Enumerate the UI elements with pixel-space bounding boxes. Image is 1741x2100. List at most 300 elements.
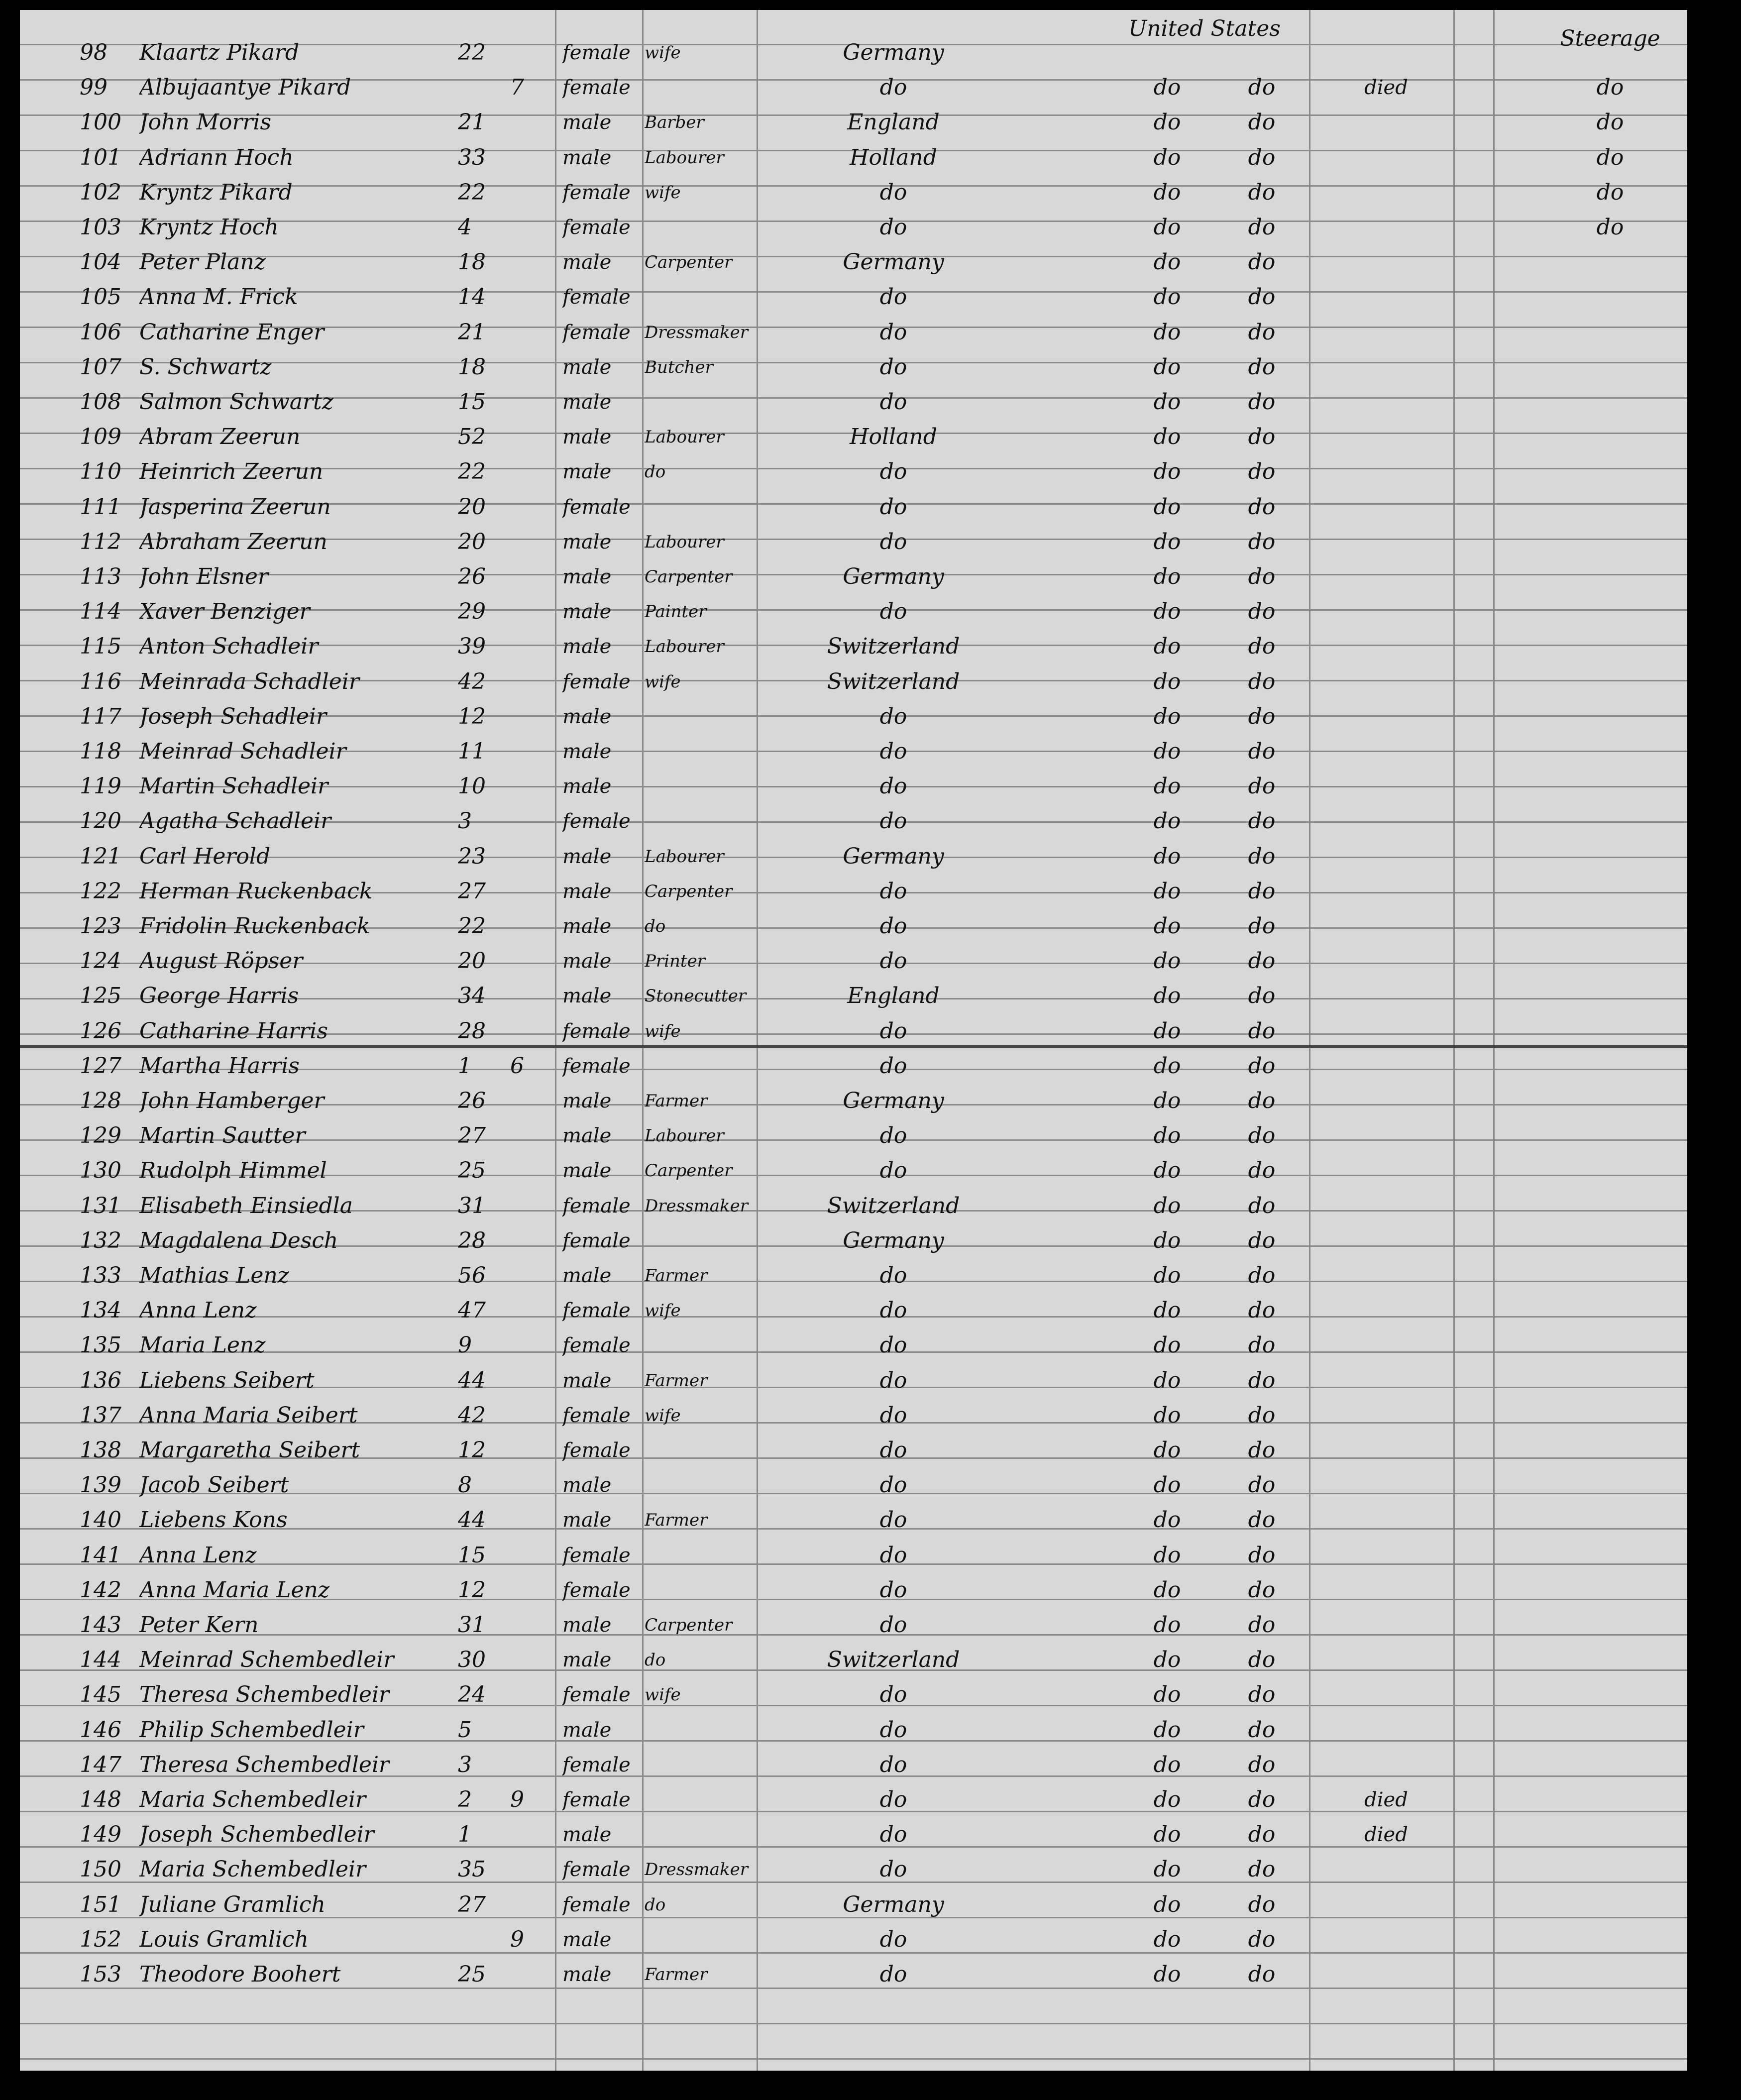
- country-of-origin: do: [879, 913, 907, 939]
- occupation: Stonecutter: [645, 986, 747, 1006]
- occupation: wife: [645, 1685, 681, 1705]
- destination-ditto: do: [1248, 599, 1276, 625]
- destination-ditto: do: [1248, 144, 1276, 170]
- country-of-origin: do: [879, 1053, 907, 1079]
- passenger-name: Juliane Gramlich: [139, 1891, 326, 1917]
- passenger-name: Louis Gramlich: [139, 1926, 309, 1952]
- country-of-origin: do: [879, 284, 907, 310]
- age-years: 31: [458, 1612, 486, 1638]
- entry-number: 102: [80, 179, 121, 205]
- destination-ditto: do: [1248, 983, 1276, 1009]
- sex: female: [562, 1439, 631, 1462]
- sex: male: [562, 1963, 612, 1986]
- table-row: [20, 349, 1687, 384]
- country-of-origin: do: [879, 1787, 907, 1812]
- age-years: 26: [458, 1088, 486, 1113]
- sex: female: [562, 41, 631, 64]
- country-of-origin: do: [879, 1542, 907, 1568]
- destination-ditto: do: [1153, 389, 1181, 415]
- age-years: 22: [458, 913, 486, 939]
- table-row: [20, 1223, 1687, 1258]
- occupation: Farmer: [645, 1965, 708, 1985]
- passenger-name: George Harris: [139, 983, 299, 1009]
- destination-ditto: do: [1153, 668, 1181, 694]
- destination-ditto: do: [1153, 1158, 1181, 1184]
- passenger-name: Anton Schadleir: [139, 634, 319, 660]
- destination-ditto: do: [1248, 1088, 1276, 1113]
- age-years: 56: [458, 1263, 486, 1288]
- destination-ditto: do: [1248, 774, 1276, 799]
- entry-number: 141: [80, 1542, 121, 1568]
- table-row: [20, 1293, 1687, 1327]
- destination-ditto: do: [1248, 1193, 1276, 1218]
- passenger-name: John Elsner: [139, 564, 268, 589]
- age-years: 44: [458, 1367, 486, 1393]
- sex: female: [562, 321, 631, 344]
- destination-ditto: do: [1153, 459, 1181, 485]
- passenger-name: Jasperina Zeerun: [139, 494, 331, 520]
- destination-ditto: do: [1153, 1053, 1181, 1079]
- destination-ditto: do: [1153, 144, 1181, 170]
- table-row: [20, 1048, 1687, 1083]
- table-row: [20, 315, 1687, 349]
- destination-ditto: do: [1153, 110, 1181, 135]
- entry-number: 152: [80, 1926, 121, 1952]
- table-row: [20, 734, 1687, 769]
- entry-number: 148: [80, 1787, 121, 1812]
- passenger-name: Abraham Zeerun: [139, 529, 327, 554]
- table-row: [20, 105, 1687, 139]
- passenger-name: Liebens Kons: [139, 1507, 288, 1533]
- passenger-name: Rudolph Himmel: [139, 1158, 327, 1184]
- age-years: 23: [458, 843, 486, 869]
- destination-ditto: do: [1248, 1402, 1276, 1428]
- destination-ditto: do: [1153, 1752, 1181, 1777]
- table-row: [20, 1712, 1687, 1747]
- sex: male: [562, 1823, 612, 1847]
- destination-ditto: do: [1248, 1298, 1276, 1324]
- entry-number: 140: [80, 1507, 121, 1533]
- destination-ditto: do: [1153, 249, 1181, 275]
- sex: male: [562, 1124, 612, 1148]
- passenger-name: Theodore Boohert: [139, 1962, 341, 1987]
- age-years: 22: [458, 459, 486, 485]
- age-months: 7: [510, 75, 524, 101]
- age-years: 42: [458, 668, 486, 694]
- destination-ditto: do: [1248, 319, 1276, 345]
- age-years: 22: [458, 40, 486, 65]
- age-years: 18: [458, 249, 486, 275]
- destination-ditto: do: [1153, 1227, 1181, 1253]
- sex: male: [562, 1159, 612, 1183]
- entry-number: 138: [80, 1437, 121, 1463]
- country-of-origin: do: [879, 389, 907, 415]
- age-years: 47: [458, 1298, 486, 1324]
- entry-number: 142: [80, 1577, 121, 1603]
- country-of-origin: Germany: [843, 249, 944, 275]
- destination-ditto: do: [1153, 1263, 1181, 1288]
- occupation: wife: [645, 1405, 681, 1426]
- country-of-origin: do: [879, 215, 907, 240]
- destination-ditto: do: [1153, 1577, 1181, 1603]
- country-of-origin: do: [879, 1717, 907, 1743]
- passenger-class: do: [1596, 179, 1624, 205]
- destination-ditto: do: [1248, 1332, 1276, 1358]
- table-row: [20, 70, 1687, 105]
- passenger-name: Magdalena Desch: [139, 1227, 338, 1253]
- destination-ditto: do: [1153, 284, 1181, 310]
- country-of-origin: Germany: [843, 1891, 944, 1917]
- occupation: wife: [645, 1021, 681, 1041]
- destination-ditto: do: [1248, 1437, 1276, 1463]
- sex: female: [562, 1893, 631, 1916]
- sex: male: [562, 880, 612, 903]
- passenger-name: Anna Maria Seibert: [139, 1402, 358, 1428]
- passenger-name: Meinrad Schadleir: [139, 739, 346, 764]
- sex: female: [562, 1578, 631, 1602]
- remark: died: [1364, 1788, 1408, 1811]
- destination-ditto: do: [1248, 1367, 1276, 1393]
- table-row: [20, 699, 1687, 734]
- age-years: 34: [458, 983, 486, 1009]
- passenger-name: Abram Zeerun: [139, 424, 301, 450]
- table-row: [20, 35, 1687, 70]
- age-years: 33: [458, 144, 486, 170]
- passenger-class: do: [1596, 144, 1624, 170]
- destination-ditto: do: [1153, 1717, 1181, 1743]
- sex: male: [562, 1649, 612, 1672]
- table-row: [20, 1817, 1687, 1852]
- destination-ditto: do: [1248, 1577, 1276, 1603]
- occupation: Labourer: [645, 532, 724, 552]
- destination-ditto: do: [1248, 1787, 1276, 1812]
- destination-ditto: do: [1153, 739, 1181, 764]
- entry-number: 134: [80, 1298, 121, 1324]
- age-years: 12: [458, 1577, 486, 1603]
- sex: male: [562, 985, 612, 1008]
- entry-number: 122: [80, 878, 121, 904]
- destination-ditto: do: [1153, 529, 1181, 554]
- country-of-origin: do: [879, 1752, 907, 1777]
- country-of-origin: do: [879, 1123, 907, 1149]
- passenger-name: Xaver Benziger: [139, 599, 310, 625]
- destination-ditto: do: [1248, 529, 1276, 554]
- table-row: [20, 664, 1687, 699]
- sex: female: [562, 1858, 631, 1881]
- table-row: [20, 1433, 1687, 1467]
- occupation: do: [645, 916, 666, 936]
- country-of-origin: do: [879, 1507, 907, 1533]
- entry-number: 143: [80, 1612, 121, 1638]
- entry-number: 119: [80, 774, 121, 799]
- passenger-name: Anna Lenz: [139, 1298, 257, 1324]
- entry-number: 139: [80, 1472, 121, 1498]
- destination-ditto: do: [1248, 1891, 1276, 1917]
- sex: male: [562, 391, 612, 414]
- sex: female: [562, 1788, 631, 1811]
- remark: died: [1364, 1823, 1408, 1847]
- country-of-origin: do: [879, 1263, 907, 1288]
- passenger-name: Peter Kern: [139, 1612, 259, 1638]
- age-years: 27: [458, 1123, 486, 1149]
- sex: male: [562, 1474, 612, 1497]
- age-years: 5: [458, 1717, 472, 1743]
- age-years: 52: [458, 424, 486, 450]
- destination-ditto: do: [1153, 1367, 1181, 1393]
- passenger-name: Kryntz Hoch: [139, 215, 279, 240]
- destination-ditto: do: [1248, 1227, 1276, 1253]
- entry-number: 145: [80, 1682, 121, 1708]
- sex: male: [562, 426, 612, 449]
- sex: female: [562, 76, 631, 100]
- table-row: [20, 1782, 1687, 1817]
- entry-number: 98: [80, 40, 108, 65]
- passenger-name: Albujaantye Pikard: [139, 75, 351, 101]
- entry-number: 121: [80, 843, 121, 869]
- age-years: 26: [458, 564, 486, 589]
- sex: female: [562, 1054, 631, 1078]
- table-row: [20, 384, 1687, 419]
- entry-number: 133: [80, 1263, 121, 1288]
- table-row: [20, 803, 1687, 838]
- destination-ditto: do: [1248, 1926, 1276, 1952]
- table-row: [20, 210, 1687, 244]
- destination-ditto: do: [1153, 494, 1181, 520]
- passenger-name: Maria Schembedleir: [139, 1857, 366, 1882]
- destination-ditto: do: [1153, 913, 1181, 939]
- country-of-origin: do: [879, 354, 907, 380]
- occupation: Carpenter: [645, 567, 733, 587]
- country-of-origin: do: [879, 1682, 907, 1708]
- country-of-origin: Switzerland: [827, 668, 960, 694]
- sex: female: [562, 1683, 631, 1707]
- country-of-origin: do: [879, 1857, 907, 1882]
- destination-ditto: do: [1153, 1926, 1181, 1952]
- destination-ditto: do: [1248, 215, 1276, 240]
- destination-ditto: do: [1153, 703, 1181, 729]
- entry-number: 114: [80, 599, 121, 625]
- class-header: Steerage: [1560, 26, 1660, 51]
- manifest-page: [20, 10, 1687, 2071]
- table-row: [20, 454, 1687, 489]
- country-of-origin: do: [879, 1822, 907, 1848]
- age-years: 28: [458, 1227, 486, 1253]
- destination-ditto: do: [1153, 634, 1181, 660]
- age-years: 3: [458, 1752, 472, 1777]
- country-of-origin: Germany: [843, 1227, 944, 1253]
- destination-ditto: do: [1248, 249, 1276, 275]
- entry-number: 131: [80, 1193, 121, 1218]
- age-years: 9: [458, 1332, 472, 1358]
- table-row: [20, 1852, 1687, 1886]
- table-row: [20, 1887, 1687, 1922]
- destination-ditto: do: [1153, 774, 1181, 799]
- entry-number: 103: [80, 215, 121, 240]
- age-years: 31: [458, 1193, 486, 1218]
- occupation: Carpenter: [645, 1161, 733, 1181]
- table-row: [20, 279, 1687, 314]
- age-years: 2: [458, 1787, 472, 1812]
- destination-ditto: do: [1248, 1263, 1276, 1288]
- destination-ditto: do: [1248, 843, 1276, 869]
- age-years: 42: [458, 1402, 486, 1428]
- destination-ditto: do: [1248, 703, 1276, 729]
- passenger-name: Jacob Seibert: [139, 1472, 289, 1498]
- passenger-class: do: [1596, 110, 1624, 135]
- table-row: [20, 1572, 1687, 1607]
- age-years: 39: [458, 634, 486, 660]
- sex: male: [562, 355, 612, 379]
- country-of-origin: do: [879, 179, 907, 205]
- passenger-name: John Hamberger: [139, 1088, 325, 1113]
- country-of-origin: do: [879, 459, 907, 485]
- occupation: do: [645, 1650, 666, 1670]
- sex: male: [562, 111, 612, 134]
- passenger-name: John Morris: [139, 110, 272, 135]
- country-of-origin: do: [879, 1437, 907, 1463]
- sex: female: [562, 495, 631, 519]
- destination-ditto: do: [1153, 1822, 1181, 1848]
- sex: male: [562, 1369, 612, 1392]
- sex: male: [562, 635, 612, 659]
- table-row: [20, 874, 1687, 908]
- destination-ditto: do: [1248, 1053, 1276, 1079]
- destination-ditto: do: [1153, 1612, 1181, 1638]
- occupation: do: [645, 1894, 666, 1915]
- destination-ditto: do: [1153, 215, 1181, 240]
- table-row: [20, 1467, 1687, 1502]
- passenger-name: Carl Herold: [139, 843, 271, 869]
- entry-number: 116: [80, 668, 121, 694]
- occupation: Dressmaker: [645, 322, 749, 342]
- country-of-origin: England: [847, 983, 940, 1009]
- entry-number: 109: [80, 424, 121, 450]
- country-of-origin: do: [879, 703, 907, 729]
- entry-number: 118: [80, 739, 121, 764]
- table-row: [20, 244, 1687, 279]
- occupation: Labourer: [645, 846, 724, 867]
- age-years: 22: [458, 179, 486, 205]
- destination-ditto: do: [1248, 948, 1276, 974]
- age-years: 1: [458, 1053, 472, 1079]
- destination-ditto: do: [1248, 75, 1276, 101]
- destination-ditto: do: [1248, 878, 1276, 904]
- sex: male: [562, 600, 612, 624]
- occupation: Printer: [645, 951, 705, 972]
- destination-ditto: do: [1153, 564, 1181, 589]
- table-row: [20, 1153, 1687, 1188]
- sex: male: [562, 1264, 612, 1287]
- destination-ditto: do: [1153, 1088, 1181, 1113]
- entry-number: 120: [80, 808, 121, 834]
- country-of-origin: Germany: [843, 40, 944, 65]
- destination-ditto: do: [1153, 319, 1181, 345]
- destination-header: United States: [1128, 16, 1281, 41]
- occupation: wife: [645, 1301, 681, 1321]
- destination-ditto: do: [1153, 424, 1181, 450]
- sex: male: [562, 1718, 612, 1742]
- country-of-origin: do: [879, 75, 907, 101]
- occupation: Farmer: [645, 1266, 708, 1286]
- age-months: 6: [510, 1053, 524, 1079]
- passenger-name: Theresa Schembedleir: [139, 1682, 390, 1708]
- passenger-name: Salmon Schwartz: [139, 389, 333, 415]
- sex: male: [562, 146, 612, 169]
- sex: female: [562, 286, 631, 309]
- passenger-name: Theresa Schembedleir: [139, 1752, 390, 1777]
- entry-number: 106: [80, 319, 121, 345]
- entry-number: 104: [80, 249, 121, 275]
- country-of-origin: Switzerland: [827, 1193, 960, 1218]
- entry-number: 149: [80, 1822, 121, 1848]
- table-row: [20, 769, 1687, 803]
- table-row: [20, 594, 1687, 629]
- age-years: 1: [458, 1822, 472, 1848]
- occupation: Farmer: [645, 1091, 708, 1111]
- sex: female: [562, 670, 631, 693]
- destination-ditto: do: [1153, 1123, 1181, 1149]
- occupation: wife: [645, 671, 681, 692]
- country-of-origin: Germany: [843, 843, 944, 869]
- country-of-origin: do: [879, 319, 907, 345]
- occupation: Farmer: [645, 1510, 708, 1531]
- destination-ditto: do: [1153, 808, 1181, 834]
- entry-number: 111: [80, 494, 121, 520]
- destination-ditto: do: [1248, 1018, 1276, 1044]
- occupation: do: [645, 462, 666, 482]
- destination-ditto: do: [1248, 1542, 1276, 1568]
- table-row: [20, 1327, 1687, 1362]
- destination-ditto: do: [1248, 284, 1276, 310]
- table-row: [20, 1188, 1687, 1223]
- destination-ditto: do: [1248, 668, 1276, 694]
- sex: female: [562, 1404, 631, 1427]
- age-years: 29: [458, 599, 486, 625]
- country-of-origin: do: [879, 1402, 907, 1428]
- sex: male: [562, 740, 612, 763]
- country-of-origin: Germany: [843, 1088, 944, 1113]
- entry-number: 112: [80, 529, 121, 554]
- sex: male: [562, 775, 612, 798]
- table-row: [20, 908, 1687, 943]
- sex: male: [562, 1928, 612, 1951]
- destination-ditto: do: [1153, 1193, 1181, 1218]
- destination-ditto: do: [1248, 739, 1276, 764]
- country-of-origin: do: [879, 1612, 907, 1638]
- age-years: 12: [458, 703, 486, 729]
- occupation: Carpenter: [645, 881, 733, 901]
- passenger-name: Adriann Hoch: [139, 144, 294, 170]
- table-row: [20, 1747, 1687, 1782]
- entry-number: 150: [80, 1857, 121, 1882]
- age-years: 28: [458, 1018, 486, 1044]
- occupation: Labourer: [645, 1126, 724, 1146]
- destination-ditto: do: [1153, 948, 1181, 974]
- occupation: wife: [645, 182, 681, 203]
- sex: male: [562, 565, 612, 588]
- occupation: Farmer: [645, 1370, 708, 1391]
- passenger-name: Peter Planz: [139, 249, 266, 275]
- entry-number: 117: [80, 703, 121, 729]
- destination-ditto: do: [1248, 1682, 1276, 1708]
- age-years: 8: [458, 1472, 472, 1498]
- entry-number: 125: [80, 983, 121, 1009]
- destination-ditto: do: [1153, 1682, 1181, 1708]
- table-row: [20, 1013, 1687, 1048]
- destination-ditto: do: [1248, 354, 1276, 380]
- table-row: [20, 629, 1687, 663]
- destination-ditto: do: [1248, 424, 1276, 450]
